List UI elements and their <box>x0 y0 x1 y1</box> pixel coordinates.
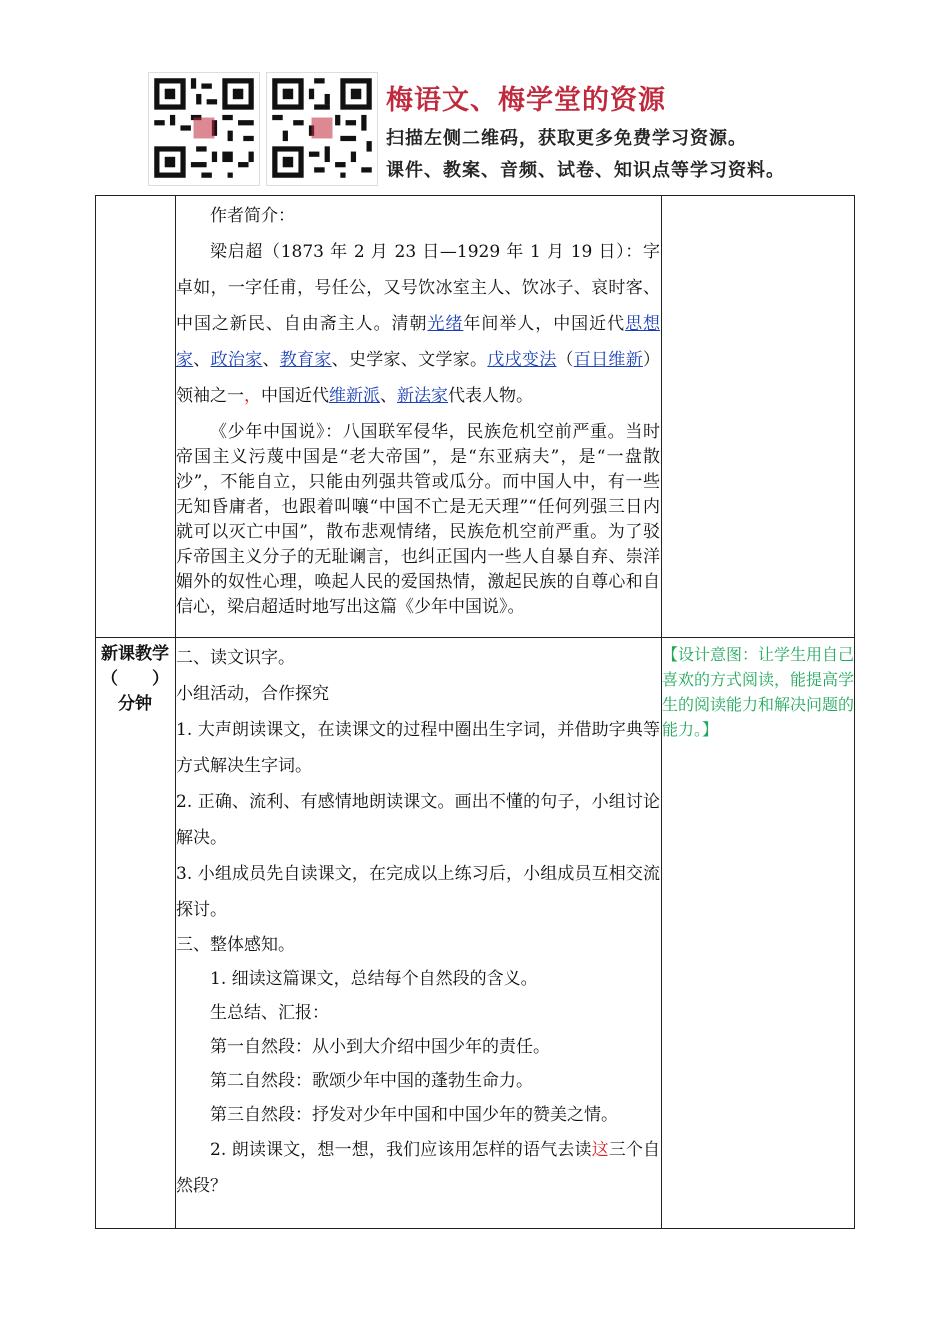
link-sixiangjia[interactable]: 思想家 <box>176 314 661 370</box>
task-item-3: 3. 小组成员先自读课文，在完成以上练习后，小组成员互相交流探讨。 <box>176 864 660 920</box>
bio-text: 、史学家、文学家。 <box>331 350 488 370</box>
bio-text: 、 <box>262 350 280 370</box>
author-intro-cell <box>176 198 660 620</box>
paragraph-summary-3: 第三自然段：抒发对少年中国和中国少年的赞美之情。 <box>210 1105 618 1125</box>
qr-code-right[interactable] <box>266 72 378 186</box>
design-intent-note: 【设计意图：让学生用自己喜欢的方式阅读，能提高学生的阅读能力和解决问题的能力。】 <box>662 645 855 739</box>
group-activity: 小组活动，合作探究 <box>176 684 329 704</box>
bio-text: 年间举人，中国近代 <box>463 314 626 334</box>
paragraph-summary-1: 第一自然段：从小到大介绍中国少年的责任。 <box>210 1037 550 1057</box>
step-2-text: 2. 朗读课文，想一想，我们应该用怎样的语气去读 <box>210 1140 592 1160</box>
qr-code-icon <box>149 73 259 183</box>
page-header <box>148 72 848 187</box>
paragraph-summary-2: 第二自然段：歌颂少年中国的蓬勃生命力。 <box>210 1071 533 1091</box>
link-zhengzhijia[interactable]: 政治家 <box>210 350 263 370</box>
step-2-red-char: 这 <box>591 1140 609 1160</box>
bio-red-comma: ， <box>244 386 261 406</box>
reading-heading: 二、读文识字。 <box>176 648 295 668</box>
bio-text: ）领袖之一 <box>176 350 661 406</box>
bio-text: 、 <box>380 386 397 406</box>
bio-text: 、 <box>193 350 211 370</box>
bio-text: 中国近代 <box>261 386 329 406</box>
step-1: 1. 细读这篇课文，总结每个自然段的含义。 <box>210 969 538 989</box>
link-jiaoyujia[interactable]: 教育家 <box>279 350 332 370</box>
brand-title: 梅语文、梅学堂的资源 <box>386 85 666 116</box>
row-divider <box>96 637 854 638</box>
new-lesson-cell <box>176 640 660 1204</box>
bio-text: 梁启超（1873 年 2 月 23 日—1929 年 1 月 19 日）：字卓如，一字任甫，号任公，又号饮冰室主人、饮冰子、哀时客、中国之新民、自由斋主人。清朝 <box>176 242 660 334</box>
link-guangxu[interactable]: 光绪 <box>427 314 464 334</box>
link-weixinpai[interactable]: 维新派 <box>329 386 380 406</box>
author-bio <box>176 234 660 414</box>
tagline-resources: 课件、教案、音频、试卷、知识点等学习资料。 <box>386 160 785 181</box>
step-2-text: 三个自然段？ <box>176 1140 661 1196</box>
author-intro-heading: 作者简介： <box>210 206 295 226</box>
tagline-scan: 扫描左侧二维码，获取更多免费学习资源。 <box>386 128 747 149</box>
link-xinfajia[interactable]: 新法家 <box>397 386 448 406</box>
writing-background: 《少年中国说》：八国联军侵华，民族危机空前严重。当时帝国主义污蔑中国是“老大帝国”，是“东亚病夫”，是“一盘散沙”，不能自立，只能由列强共管或瓜分。而中国人中，有一些无知昏庸者，也跟着叫嚷“中国不亡是无天理”“任何列强三日内就可以灭亡中国”，散布悲观情绪，民族危机空前严重。为了驳斥帝国主义分子的无耻谰言，也纠正国内一些人自暴自弃、崇洋媚外的奴性心理，唤起人民的爱国热情，激起民族的自尊心和自信心，梁启超适时地写出这篇《少年中国说》。 <box>176 422 660 617</box>
link-bairi-weixin[interactable]: 百日维新 <box>573 350 644 370</box>
section-label-new-lesson: 新课教学（ ）分钟 <box>101 644 169 714</box>
step-2 <box>176 1132 660 1204</box>
task-item-2: 2. 正确、流利、有感情地朗读课文。画出不懂的句子，小组讨论解决。 <box>176 792 660 848</box>
qr-code-icon <box>267 73 377 183</box>
bio-text: （ <box>556 350 574 370</box>
bio-text: 代表人物。 <box>448 386 533 406</box>
task-item-1: 1. 大声朗读课文，在读课文的过程中圈出生字词，并借助字典等方式解决生字词。 <box>176 720 660 776</box>
qr-code-left[interactable] <box>148 72 260 186</box>
step-1-sub: 生总结、汇报： <box>210 1003 329 1023</box>
overall-heading: 三、整体感知。 <box>176 935 295 955</box>
link-wuxu-bianfa[interactable]: 戊戌变法 <box>487 350 557 370</box>
